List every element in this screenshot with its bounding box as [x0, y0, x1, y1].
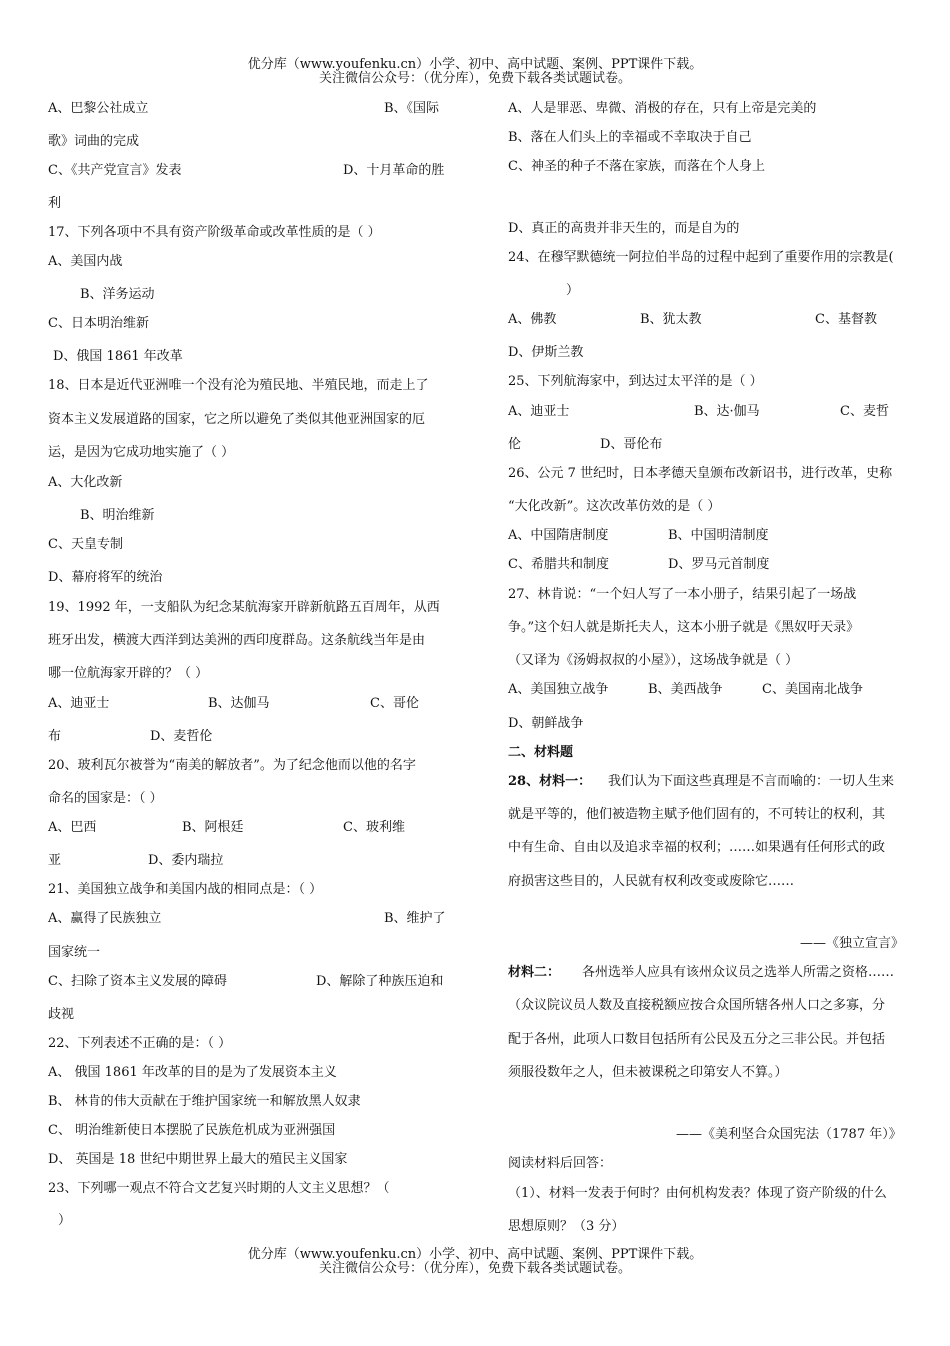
question-19-line-3: 哪一位航海家开辟的？（ ）	[48, 666, 209, 681]
q27-option-a: A、美国独立战争	[508, 682, 609, 697]
q18-option-c: C、天皇专制	[48, 537, 123, 552]
q21-option-b-continued: 国家统一	[48, 945, 101, 960]
q25-option-b: B、达·伽马	[694, 404, 760, 419]
question-27-line-2: 争。”这个妇人就是斯托夫人，这本小册子就是《黑奴吁天录》	[508, 620, 860, 635]
reading-instruction: 阅读材料后回答：	[508, 1156, 613, 1171]
question-19-line-1: 19、1992 年，一支船队为纪念某航海家开辟新航路五百周年，从西	[48, 600, 440, 615]
question-20-line-1: 20、玻利瓦尔被誉为“南美的解放者”。为了纪念他而以他的名字	[48, 758, 416, 773]
q18-option-a: A、大化改新	[48, 475, 123, 490]
material-2-line-3: 配于各州，此项人口数目包括所有公民及五分之三非公民。并包括	[508, 1032, 886, 1047]
q21-option-a: A、赢得了民族独立	[48, 911, 162, 926]
question-17: 17、下列各项中不具有资产阶级革命或改革性质的是（ ）	[48, 225, 381, 240]
q25-option-a: A、迪亚士	[508, 404, 570, 419]
question-26-line-1: 26、公元 7 世纪时，日本孝德天皇颁布改新诏书，进行改革，史称	[508, 466, 893, 481]
question-25: 25、下列航海家中，到达过太平洋的是（ ）	[508, 374, 763, 389]
question-18-line-1: 18、日本是近代亚洲唯一个没有沦为殖民地、半殖民地，而走上了	[48, 378, 429, 393]
q24-option-d: D、伊斯兰教	[508, 345, 584, 360]
q27-option-b: B、美西战争	[648, 682, 723, 697]
q20-option-b: B、阿根廷	[182, 820, 244, 835]
question-21: 21、美国独立战争和美国内战的相同点是：（ ）	[48, 882, 323, 897]
question-18-line-3: 运，是因为它成功地实施了（ ）	[48, 445, 235, 460]
q25-option-c: C、麦哲	[840, 404, 889, 419]
question-27-line-1: 27、林肯说：“一个妇人写了一本小册子，结果引起了一场战	[508, 587, 857, 602]
q21-option-d: D、解除了种族压迫和	[316, 974, 444, 989]
option-c: C、《共产党宣言》发表	[48, 163, 182, 178]
q21-option-d-continued: 歧视	[48, 1007, 75, 1022]
question-22: 22、下列表述不正确的是：（ ）	[48, 1036, 232, 1051]
q20-option-c: C、玻利维	[343, 820, 405, 835]
q23-option-a: A、人是罪恶、卑微、消极的存在，只有上帝是完美的	[508, 101, 817, 116]
q17-option-b: B、洋务运动	[80, 287, 155, 302]
q22-option-c: C、 明治维新使日本摆脱了民族危机成为亚洲强国	[48, 1123, 336, 1138]
question-26-line-2: “大化改新”。这次改革仿效的是（ ）	[508, 499, 721, 514]
option-a: A、巴黎公社成立	[48, 101, 149, 116]
q20-option-d: D、委内瑞拉	[148, 853, 224, 868]
option-d: D、十月革命的胜	[343, 163, 445, 178]
question-27-line-3: （又译为《汤姆叔叔的小屋》），这场战争就是（ ）	[508, 653, 799, 668]
q19-option-b: B、达伽马	[208, 696, 270, 711]
q27-option-c: C、美国南北战争	[762, 682, 863, 697]
q19-option-c-continued: 布	[48, 729, 62, 744]
q18-option-d: D、幕府将军的统治	[48, 570, 163, 585]
material-1-line-1: 我们认为下面这些真理是不言而喻的：一切人生来	[608, 774, 895, 789]
q26-option-b: B、中国明清制度	[668, 528, 769, 543]
option-b-continued: 歌》词曲的完成	[48, 134, 140, 149]
question-18-line-2: 资本主义发展道路的国家，它之所以避免了类似其他亚洲国家的厄	[48, 412, 426, 427]
material-1-line-3: 中有生命、自由以及追求幸福的权利；……如果遇有任何形式的政	[508, 840, 886, 855]
material-2-source: ——《美利坚合众国宪法（1787 年）》	[676, 1127, 902, 1142]
material-1-line-2: 就是平等的，他们被造物主赋予他们固有的，不可转让的权利，其	[508, 807, 886, 822]
q19-option-c: C、哥伦	[370, 696, 419, 711]
q24-option-b: B、犹太教	[640, 312, 702, 327]
q24-option-c: C、基督教	[815, 312, 877, 327]
material-2-line-4: 须服役数年之人，但未被课税之印第安人不算。）	[508, 1065, 788, 1080]
question-23: 23、下列哪一观点不符合文艺复兴时期的人文主义思想？（	[48, 1181, 390, 1196]
material-1-line-4: 府损害这些目的，人民就有权利改变或废除它……	[508, 874, 795, 889]
material-1-source: ——《独立宣言》	[800, 936, 905, 951]
q22-option-b: B、 林肯的伟大贡献在于维护国家统一和解放黑人奴隶	[48, 1094, 361, 1109]
question-20-line-2: 命名的国家是：（ ）	[48, 791, 163, 806]
q20-option-c-continued: 亚	[48, 853, 62, 868]
q22-option-a: A、 俄国 1861 年改革的目的是为了发展资本主义	[48, 1065, 337, 1080]
q24-option-a: A、佛教	[508, 312, 557, 327]
question-23-paren: ）	[58, 1213, 72, 1228]
option-b: B、《国际	[384, 101, 440, 116]
q21-option-b: B、维护了	[384, 911, 446, 926]
q23-option-d: D、真正的高贵并非天生的，而是自为的	[508, 221, 740, 236]
q17-option-c: C、日本明治维新	[48, 316, 149, 331]
question-24: 24、在穆罕默德统一阿拉伯半岛的过程中起到了重要作用的宗教是(	[508, 250, 894, 265]
q23-option-c: C、神圣的种子不落在家族，而落在个人身上	[508, 159, 765, 174]
q17-option-a: A、美国内战	[48, 254, 123, 269]
q27-option-d: D、朝鲜战争	[508, 716, 584, 731]
q21-option-c: C、扫除了资本主义发展的障碍	[48, 974, 227, 989]
option-d-continued: 利	[48, 196, 62, 211]
page-footer-line-2: 关注微信公众号：（优分库），免费下载各类试题试卷。	[318, 1261, 631, 1276]
material-2-line-1: 各州选举人应具有该州众议员之选举人所需之资格……	[582, 965, 895, 980]
page-header-line-2: 关注微信公众号：（优分库），免费下载各类试题试卷。	[318, 71, 631, 86]
q17-option-d: D、俄国 1861 年改革	[53, 349, 183, 364]
q19-option-a: A、迪亚士	[48, 696, 110, 711]
q18-option-b: B、明治维新	[80, 508, 155, 523]
page-footer-line-1: 优分库（www.youfenku.cn）小学、初中、高中试题、案例、PPT课件下载。	[247, 1247, 703, 1262]
page-header-line-1: 优分库（www.youfenku.cn）小学、初中、高中试题、案例、PPT课件下载。	[247, 57, 703, 72]
question-24-paren: ）	[566, 283, 580, 298]
q26-option-c: C、希腊共和制度	[508, 557, 609, 572]
q25-option-d: D、哥伦布	[600, 437, 663, 452]
material-1-label: 28、材料一：	[508, 774, 592, 789]
subquestion-1-line-1: （1）、材料一发表于何时？由何机构发表？体现了资产阶级的什么	[508, 1186, 887, 1201]
q19-option-d: D、麦哲伦	[150, 729, 213, 744]
material-2-line-2: （众议院议员人数及直接税额应按合众国所辖各州人口之多寡，分	[508, 998, 886, 1013]
q23-option-b: B、落在人们头上的幸福或不幸取决于自己	[508, 130, 752, 145]
section-title-materials: 二、材料题	[508, 745, 574, 760]
q26-option-d: D、罗马元首制度	[668, 557, 770, 572]
q20-option-a: A、巴西	[48, 820, 97, 835]
q22-option-d: D、 英国是 18 世纪中期世界上最大的殖民主义国家	[48, 1152, 348, 1167]
q25-option-c-continued: 伦	[508, 437, 522, 452]
subquestion-1-line-2: 思想原则？（3 分）	[508, 1219, 625, 1234]
material-2-label: 材料二：	[508, 965, 561, 980]
q26-option-a: A、中国隋唐制度	[508, 528, 609, 543]
question-19-line-2: 班牙出发，横渡大西洋到达美洲的西印度群岛。这条航线当年是由	[48, 633, 426, 648]
